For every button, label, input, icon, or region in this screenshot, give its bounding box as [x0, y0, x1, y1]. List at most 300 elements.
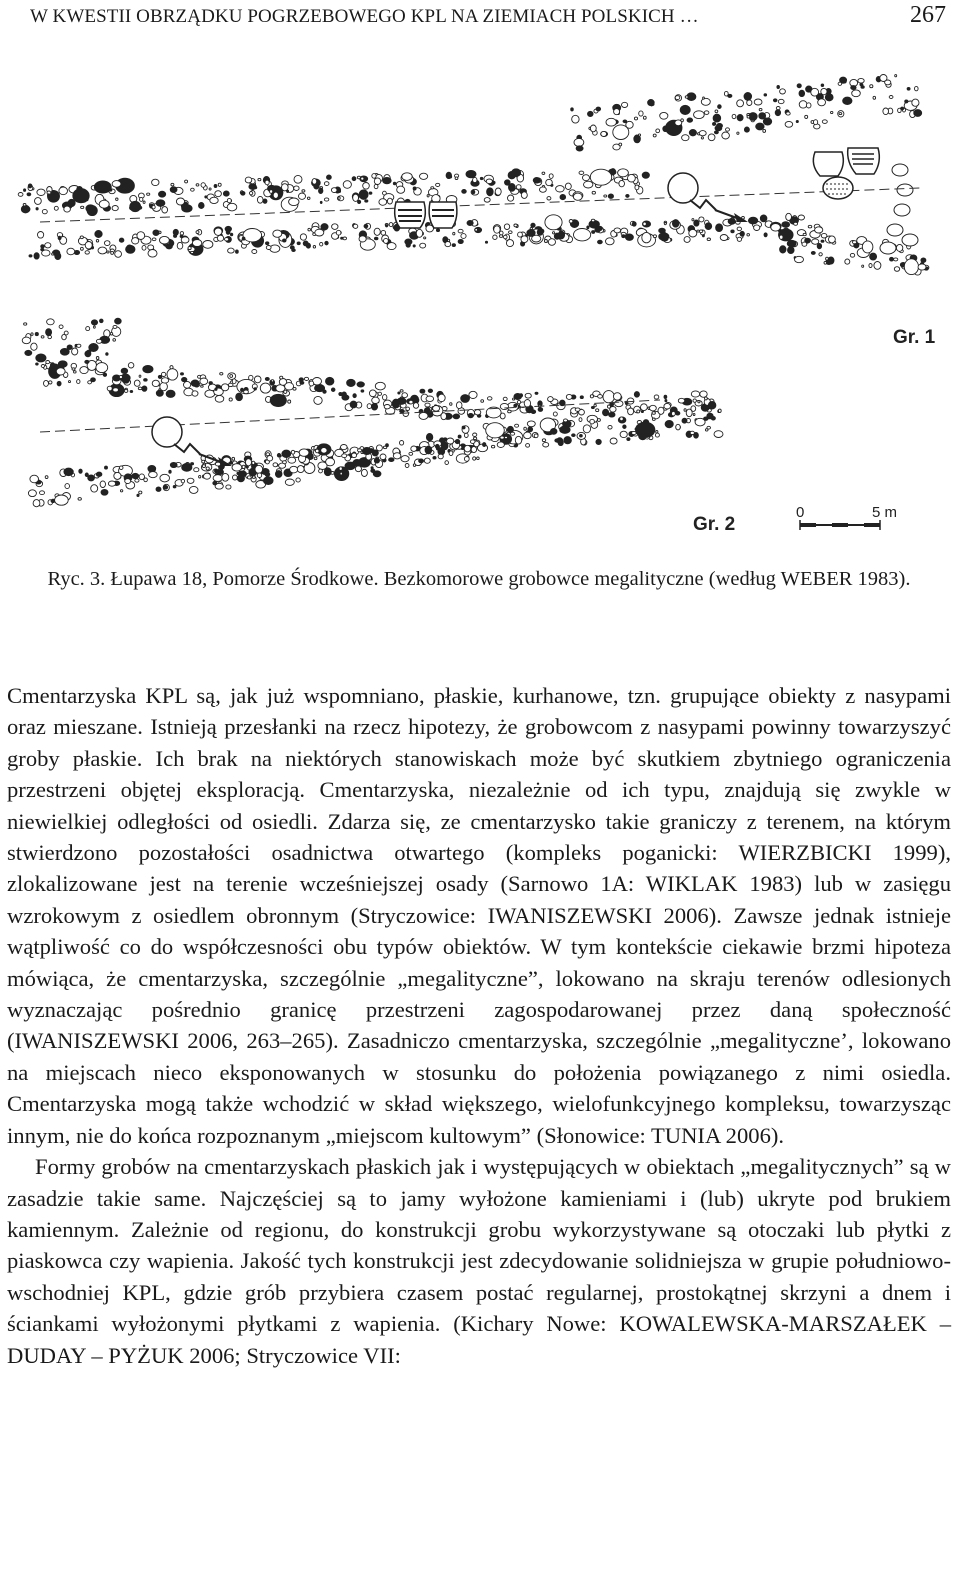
- stone: [188, 247, 191, 250]
- stone: [25, 350, 32, 355]
- stone: [740, 231, 744, 236]
- stone: [393, 182, 396, 185]
- stone: [380, 454, 386, 460]
- stone: [818, 99, 826, 106]
- stone: [383, 395, 387, 400]
- stone: [374, 237, 378, 240]
- stone: [294, 186, 299, 191]
- stone: [215, 388, 217, 391]
- stone: [406, 407, 410, 410]
- stone: [77, 380, 80, 384]
- stone: [355, 466, 361, 472]
- paragraph-1: Cmentarzyska KPL są, jak już wspomniano, płaskie, kurhanowe, tzn. grupujące obiekty z nasypami oraz mieszane. Istnieją przesłanki na rzecz hipotezy, że grobowcom z nasypami powinny towarzyszyć groby płaskie. Ich brak na niektórych stanowiskach może być skutkiem zbytniego ograniczenia przestrzeni objętej eksploracją. Cmentarzyska, niezależnie od ich typu, znajdują się zwykle w niewielkiej odległości od osiedli. Zdarza się, ze cmentarzysko takie graniczy z terenem, na którym stwierdzono pozostałości osadnictwa otwartego (kompleks poganicki: WIERZBICKI 1999), zlokalizowane jest na terenie wcześniejszej osady (Sarnowo 1A: WIKLAK 1983) lub w zasięgu wzrokowym z osiedlem obronnym (Stryczowice: IWANISZEWSKI 2006). Zawsze jednak istnieje wątpliwość co do współczesności obu typów obiektów. W tym kontekście ciekawie brzmi hipoteza mówiąca, że cmentarzyska, szczególnie „megalityczne”, lokowano na skraju terenów odlesionych wyznaczając pośrednio granicę przestrzeni zagospodarowanej przez daną społeczność (IWANISZEWSKI 2006, 263–265). Zasadniczo cmentarzyska, szczególnie „megalityczne’, lokowano na miejscach nieco eksponowanych w stosunku do położenia powiązanego z nimi osiedla. Cmentarzyska mogą także wchodzić w skład większego, wielofunkcyjnego kompleksu, towarzysząc innym, nie do końca rozpoznanym „miejscom kultowym” (Słonowice: TUNIA 2006).: [7, 683, 951, 1148]
- stone: [364, 224, 368, 228]
- stone: [558, 231, 564, 239]
- stone: [405, 464, 409, 468]
- stone: [560, 400, 566, 406]
- stone: [619, 180, 625, 186]
- stone: [785, 121, 793, 127]
- stone: [425, 403, 430, 407]
- stone: [711, 417, 715, 421]
- stone: [453, 414, 460, 419]
- stone: [413, 187, 416, 190]
- stone: [57, 381, 61, 386]
- stone: [564, 419, 568, 422]
- stone: [282, 184, 289, 191]
- stone: [120, 490, 122, 492]
- body-text: [7, 680, 951, 1371]
- stone: [291, 450, 294, 454]
- stone: [598, 240, 603, 244]
- stone: [209, 188, 211, 190]
- stone: [249, 192, 252, 195]
- stone: [815, 227, 823, 233]
- stone: [402, 173, 412, 181]
- stone: [737, 100, 744, 107]
- stone: [799, 90, 805, 96]
- stone: [36, 363, 39, 365]
- stone: [244, 390, 249, 394]
- stone: [159, 191, 166, 197]
- grave-1-label: Gr. 1: [893, 327, 936, 348]
- stone: [363, 183, 370, 190]
- stone: [603, 391, 614, 403]
- stone: [185, 180, 188, 183]
- stone: [664, 395, 667, 398]
- stone: [756, 123, 764, 130]
- stone: [904, 259, 918, 275]
- stone: [171, 183, 174, 186]
- stone: [389, 458, 394, 462]
- stone: [590, 125, 596, 132]
- stone: [180, 235, 183, 237]
- stone: [799, 101, 807, 108]
- stone: [764, 94, 767, 96]
- stone: [852, 241, 856, 244]
- stone: [327, 175, 332, 179]
- stone: [576, 146, 583, 151]
- stone: [72, 368, 75, 370]
- stone: [516, 185, 521, 190]
- vessels-grave-1-east: [813, 148, 879, 199]
- stone: [462, 190, 467, 194]
- stone: [902, 234, 918, 246]
- stone: [304, 377, 308, 380]
- stone: [452, 244, 455, 247]
- stone: [458, 239, 463, 243]
- stone: [464, 457, 469, 462]
- stone: [728, 219, 735, 225]
- stone: [852, 90, 861, 97]
- stone: [436, 183, 440, 186]
- stone: [643, 222, 646, 226]
- stone: [474, 437, 477, 440]
- stone: [276, 385, 285, 392]
- stone: [894, 258, 898, 261]
- stone: [845, 259, 850, 264]
- stone: [300, 234, 306, 240]
- stone: [689, 130, 696, 136]
- stone: [718, 409, 721, 412]
- stone: [531, 223, 535, 227]
- stone: [353, 394, 356, 398]
- stone: [693, 399, 696, 402]
- stone: [320, 201, 322, 203]
- stone: [62, 334, 67, 339]
- stone: [732, 114, 736, 118]
- stone: [583, 425, 590, 433]
- stone: [639, 111, 643, 116]
- stone: [113, 388, 119, 392]
- stone: [65, 484, 70, 489]
- stone: [409, 400, 413, 404]
- stone: [166, 390, 175, 397]
- stone: [374, 228, 380, 235]
- stone: [713, 122, 716, 125]
- stone: [58, 236, 61, 240]
- stone: [684, 237, 690, 243]
- stone: [40, 491, 45, 495]
- stone: [341, 237, 344, 239]
- stone: [918, 264, 926, 270]
- stone: [678, 398, 684, 403]
- stone: [542, 172, 545, 174]
- stone: [104, 241, 110, 246]
- stone: [218, 183, 221, 186]
- stone: [313, 246, 315, 249]
- stone: [821, 84, 824, 87]
- stone: [182, 464, 192, 472]
- stone: [571, 108, 574, 111]
- stone: [357, 382, 364, 387]
- stone: [759, 113, 766, 119]
- stone: [125, 479, 131, 484]
- stone: [445, 461, 449, 465]
- stone: [896, 244, 902, 251]
- stone: [424, 458, 430, 463]
- stone: [495, 188, 501, 195]
- stone: [590, 169, 611, 185]
- stone: [481, 400, 484, 403]
- stone: [340, 472, 342, 475]
- stone: [166, 244, 173, 249]
- stone: [461, 234, 466, 239]
- stone: [270, 394, 286, 406]
- stone: [687, 118, 693, 122]
- stone: [162, 207, 168, 213]
- stone: [494, 226, 500, 233]
- stone: [45, 243, 51, 248]
- stone: [580, 396, 583, 399]
- stone: [473, 433, 477, 436]
- stone: [44, 380, 49, 386]
- stone: [648, 100, 655, 106]
- stone: [220, 373, 223, 375]
- stone: [406, 243, 410, 248]
- stone: [548, 239, 555, 246]
- stone: [728, 94, 732, 97]
- stone: [547, 197, 551, 200]
- stone: [720, 235, 728, 241]
- stone: [372, 174, 376, 179]
- stone: [520, 394, 523, 397]
- stone: [504, 436, 507, 438]
- stone: [592, 231, 595, 234]
- stone: [213, 481, 217, 485]
- stone: [46, 361, 50, 364]
- stone: [245, 177, 252, 183]
- stone: [230, 375, 233, 378]
- stone: [98, 247, 107, 254]
- stone: [50, 363, 54, 369]
- stone: [693, 413, 695, 415]
- stone: [480, 177, 483, 179]
- stone: [132, 238, 139, 244]
- stone: [425, 446, 432, 454]
- stone: [173, 229, 178, 235]
- stone: [384, 238, 389, 243]
- stone: [192, 391, 198, 396]
- stone: [100, 319, 104, 323]
- stone: [458, 435, 461, 438]
- stone: [170, 462, 177, 467]
- stone: [524, 400, 530, 408]
- stone: [572, 434, 576, 437]
- stone: [347, 379, 356, 386]
- stone: [160, 474, 170, 482]
- stone: [381, 230, 386, 235]
- stone: [632, 222, 636, 226]
- stone: [613, 393, 621, 400]
- stone: [542, 439, 545, 442]
- grave-2-lightning-mark: [174, 444, 200, 454]
- stone: [27, 193, 31, 196]
- stone: [300, 381, 304, 384]
- stone: [338, 197, 340, 200]
- stone: [500, 403, 508, 409]
- stone: [199, 203, 205, 209]
- stone: [707, 426, 711, 429]
- stone: [119, 238, 124, 242]
- stone: [822, 120, 827, 124]
- stone: [526, 444, 530, 448]
- stone: [202, 465, 205, 468]
- stone: [387, 243, 396, 250]
- stone: [455, 177, 458, 180]
- stone: [285, 383, 294, 390]
- stone: [579, 418, 582, 422]
- stone: [303, 241, 308, 246]
- stone: [464, 445, 471, 452]
- stone: [41, 245, 45, 248]
- stone: [299, 193, 306, 199]
- stone: [96, 239, 98, 242]
- stone: [23, 204, 26, 206]
- stone: [534, 434, 538, 438]
- stone: [474, 410, 480, 415]
- stone: [597, 419, 600, 422]
- stone: [275, 471, 282, 478]
- stone: [94, 181, 111, 193]
- stone: [553, 232, 555, 234]
- stone: [780, 246, 786, 253]
- stone: [252, 250, 257, 254]
- stone: [486, 179, 492, 184]
- stone: [805, 115, 808, 118]
- stone: [134, 380, 140, 386]
- stone: [226, 485, 231, 489]
- stone: [907, 87, 910, 90]
- stone: [544, 240, 547, 243]
- stone: [461, 395, 470, 403]
- stone: [140, 197, 143, 201]
- stone: [232, 457, 235, 460]
- stone: [73, 189, 89, 203]
- stone: [353, 194, 359, 201]
- stone: [484, 198, 490, 203]
- stone: [665, 420, 673, 427]
- stone: [249, 184, 256, 190]
- stone: [467, 220, 473, 225]
- stone: [511, 169, 520, 177]
- stone: [101, 489, 108, 495]
- stone: [814, 120, 818, 125]
- stone: [737, 132, 739, 134]
- stone: [309, 381, 314, 386]
- stone: [106, 353, 108, 356]
- stone: [161, 372, 165, 376]
- stone: [266, 242, 269, 245]
- stone: [883, 108, 889, 115]
- stone: [500, 413, 505, 419]
- stone: [590, 419, 595, 424]
- stone: [64, 206, 71, 212]
- stone: [283, 239, 287, 242]
- running-head-title: W KWESTII OBRZĄDKU POGRZEBOWEGO KPL NA ZIEMIACH POLSKICH …: [30, 6, 699, 27]
- stone: [549, 174, 553, 179]
- stone: [383, 191, 387, 195]
- stone: [45, 476, 48, 479]
- stone: [889, 96, 893, 99]
- stone: [596, 409, 599, 412]
- stone: [754, 99, 762, 105]
- stone: [716, 224, 723, 232]
- stone: [471, 447, 476, 453]
- stone: [691, 391, 699, 397]
- stone: [659, 228, 666, 233]
- stone: [613, 125, 629, 140]
- stone: [362, 447, 371, 454]
- stone: [596, 439, 601, 444]
- stone: [819, 253, 822, 256]
- stone: [371, 467, 373, 469]
- stone: [654, 395, 659, 399]
- stone: [31, 343, 37, 350]
- stone: [79, 469, 82, 473]
- stone: [35, 333, 38, 336]
- stone: [177, 242, 183, 249]
- stone: [31, 333, 33, 336]
- stone: [372, 397, 380, 403]
- stone: [653, 235, 656, 238]
- stone: [374, 458, 379, 463]
- stone: [265, 473, 270, 477]
- stone: [397, 186, 405, 193]
- stone: [249, 375, 253, 380]
- stone: [233, 475, 238, 480]
- stone: [361, 177, 364, 180]
- stone: [779, 235, 783, 239]
- stone: [780, 89, 786, 94]
- stone: [817, 243, 821, 248]
- stone: [473, 177, 477, 182]
- stone: [543, 442, 549, 447]
- stone: [297, 242, 300, 245]
- grave-2-label: Gr. 2: [693, 514, 736, 535]
- stone: [701, 137, 703, 139]
- stone: [763, 129, 766, 132]
- stone: [332, 224, 338, 230]
- stone: [95, 231, 102, 238]
- stone: [652, 418, 655, 420]
- stone: [905, 100, 908, 103]
- stone: [441, 413, 447, 420]
- stone: [661, 236, 668, 241]
- stone: [398, 392, 400, 394]
- stone: [187, 478, 194, 483]
- stone: [227, 198, 231, 202]
- stone: [400, 390, 403, 392]
- stone: [776, 107, 780, 110]
- stone: [143, 201, 145, 203]
- stone: [862, 241, 873, 253]
- stone: [74, 371, 77, 373]
- stone: [446, 172, 451, 178]
- stone: [660, 112, 668, 119]
- stone: [342, 454, 347, 458]
- stone: [685, 96, 688, 98]
- stone: [747, 100, 752, 106]
- grave-1-orientation-circle: [668, 173, 698, 203]
- stone: [572, 115, 579, 123]
- stone: [148, 250, 157, 258]
- stone: [665, 399, 667, 401]
- page-number: 267: [910, 2, 946, 28]
- stone: [686, 409, 692, 417]
- stone: [650, 405, 657, 411]
- stone: [431, 187, 434, 189]
- stone: [215, 191, 222, 197]
- stone: [192, 240, 201, 247]
- stone: [116, 198, 118, 200]
- stone: [163, 485, 167, 489]
- stone: [55, 495, 69, 505]
- stone: [96, 363, 108, 373]
- stone: [94, 326, 96, 328]
- stone: [675, 96, 680, 100]
- stone: [34, 253, 39, 259]
- stone: [365, 200, 368, 202]
- stone: [264, 477, 274, 485]
- stone: [319, 469, 323, 473]
- stone: [371, 403, 377, 410]
- stone: [114, 472, 121, 479]
- stone: [509, 231, 513, 234]
- stone: [556, 186, 565, 192]
- stone: [796, 120, 798, 122]
- stone: [449, 451, 453, 456]
- stone: [199, 475, 201, 478]
